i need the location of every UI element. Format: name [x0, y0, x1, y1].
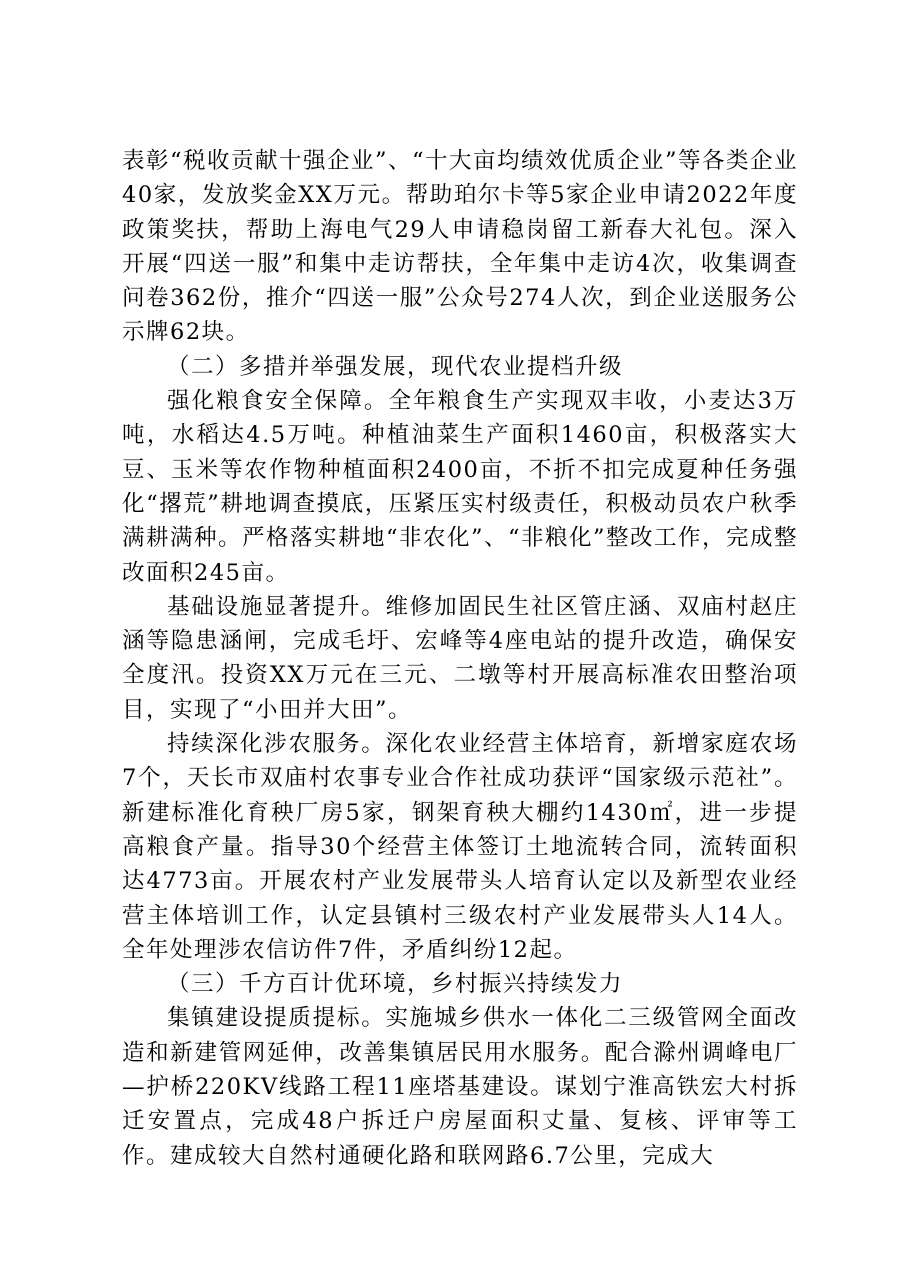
- paragraph-agri-services: 持续深化涉农服务。深化农业经营主体培育，新增家庭农场7个，天长市双庙村农事专业合作社成功获评“国家级示范社”。新建标准化育秧厂房5家，钢架育秧大棚约1430㎡，进一步提高粮食产量。指导30个经营主体签订土地流转合同，流转面积达4773亩。开展农村产业发展带头人培育认定以及新型农业经营主体培训工作，认定县镇村三级农村产业发展带头人14人。全年处理涉农信访件7件，矛盾纠纷12起。: [122, 731, 798, 963]
- paragraph-continuation: 表彰“税收贡献十强企业”、“十大亩均绩效优质企业”等各类企业40家，发放奖金XX万元。帮助珀尔卡等5家企业申请2022年度政策奖扶，帮助上海电气29人申请稳岗留工新春大礼包。深入开展“四送一服”和集中走访帮扶，全年集中走访4次，收集调查问卷362份，推介“四送一服”公众号274人次，到企业送服务公示牌62块。: [122, 148, 799, 346]
- section-heading-3: （三）千方百计优环境，乡村振兴持续发力: [167, 971, 624, 998]
- document-body: [122, 144, 798, 1173]
- paragraph-grain-security: 强化粮食安全保障。全年粮食生产实现双丰收，小麦达3万吨，水稻达4.5万吨。种植油菜生产面积1460亩，积极落实大豆、玉米等农作物种植面积2400亩，不折不扣完成夏种任务强化“撂荒”耕地调查摸底，压紧压实村级责任，积极动员农户秋季满耕满种。严格落实耕地“非农化”、“非粮化”整改工作，完成整改面积245亩。: [122, 388, 799, 586]
- paragraph-infrastructure: 基础设施显著提升。维修加固民生社区管庄涵、双庙村赵庄涵等隐患涵闸，完成毛圩、宏峰等4座电站的提升改造，确保安全度汛。投资XX万元在三元、二墩等村开展高标准农田整治项目，实现了“小田并大田”。: [122, 593, 798, 723]
- paragraph-town-construction: 集镇建设提质提标。实施城乡供水一体化二三级管网全面改造和新建管网延伸，改善集镇居民用水服务。配合滁州调峰电厂—护桥220KV线路工程11座塔基建设。谋划宁淮高铁宏大村拆迁安置点，完成48户拆迁户房屋面积丈量、复核、评审等工作。建成较大自然村通硬化路和联网路6.7公里，完成大: [122, 1005, 798, 1169]
- section-heading-2: （二）多措并举强发展，现代农业提档升级: [167, 353, 624, 380]
